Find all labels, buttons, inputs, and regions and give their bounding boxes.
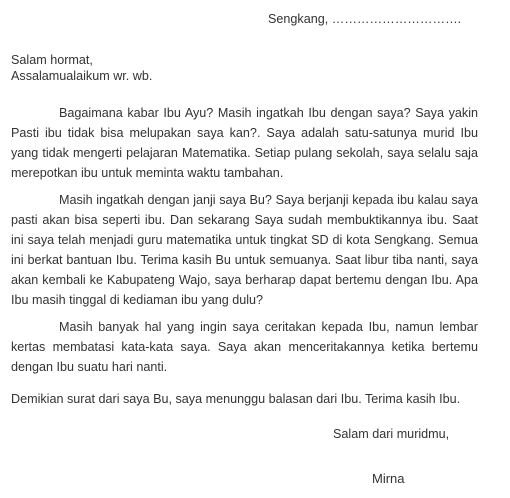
body-paragraph-3: Masih banyak hal yang ingin saya ceritakan kepada Ibu, namun lembar kertas membatasi kata-kata saya. Saya akan menceritakannya ketika bertemu dengan Ibu suatu hari nanti. [11, 320, 478, 374]
opening-text: Assalamualaikum wr. wb. [11, 69, 153, 83]
closing-text: Salam dari muridmu, [333, 427, 450, 441]
greeting-text: Salam hormat, [11, 53, 93, 67]
signature-name: Mirna [372, 471, 405, 486]
salutation-block [11, 52, 152, 84]
body-paragraph-2: Masih ingatkah dengan janji saya Bu? Saya berjanji kepada ibu kalau saya pasti akan bisa seperti ibu. Dan sekarang Saya sudah membuktikannya ibu. Saat ini saya telah menjadi guru matematika untuk tingkat SD di kota Sengkang. Semua ini berkat bantuan Ibu. Terima kasih Bu untuk semuanya. Saat libur tiba nanti, saya akan kembali ke Kabupateng Wajo, saya berharap dapat bertemu dengan Ibu. Apa Ibu masih tinggal di kediaman ibu yang dulu? [11, 193, 478, 307]
body-paragraph-1: Bagaimana kabar Ibu Ayu? Masih ingatkah Ibu dengan saya? Saya yakin Pasti ibu tidak bisa melupakan saya kan?. Saya adalah satu-satunya murid Ibu yang tidak mengerti pelajaran Matematika. Setiap pulang sekolah, saya selalu saja merepotkan ibu untuk meminta waktu tambahan. [11, 106, 478, 180]
body-paragraph-4: Demikian surat dari saya Bu, saya menunggu balasan dari Ibu. Terima kasih Ibu. [11, 392, 461, 406]
place-date-line: Sengkang, …………………………. [268, 12, 462, 26]
